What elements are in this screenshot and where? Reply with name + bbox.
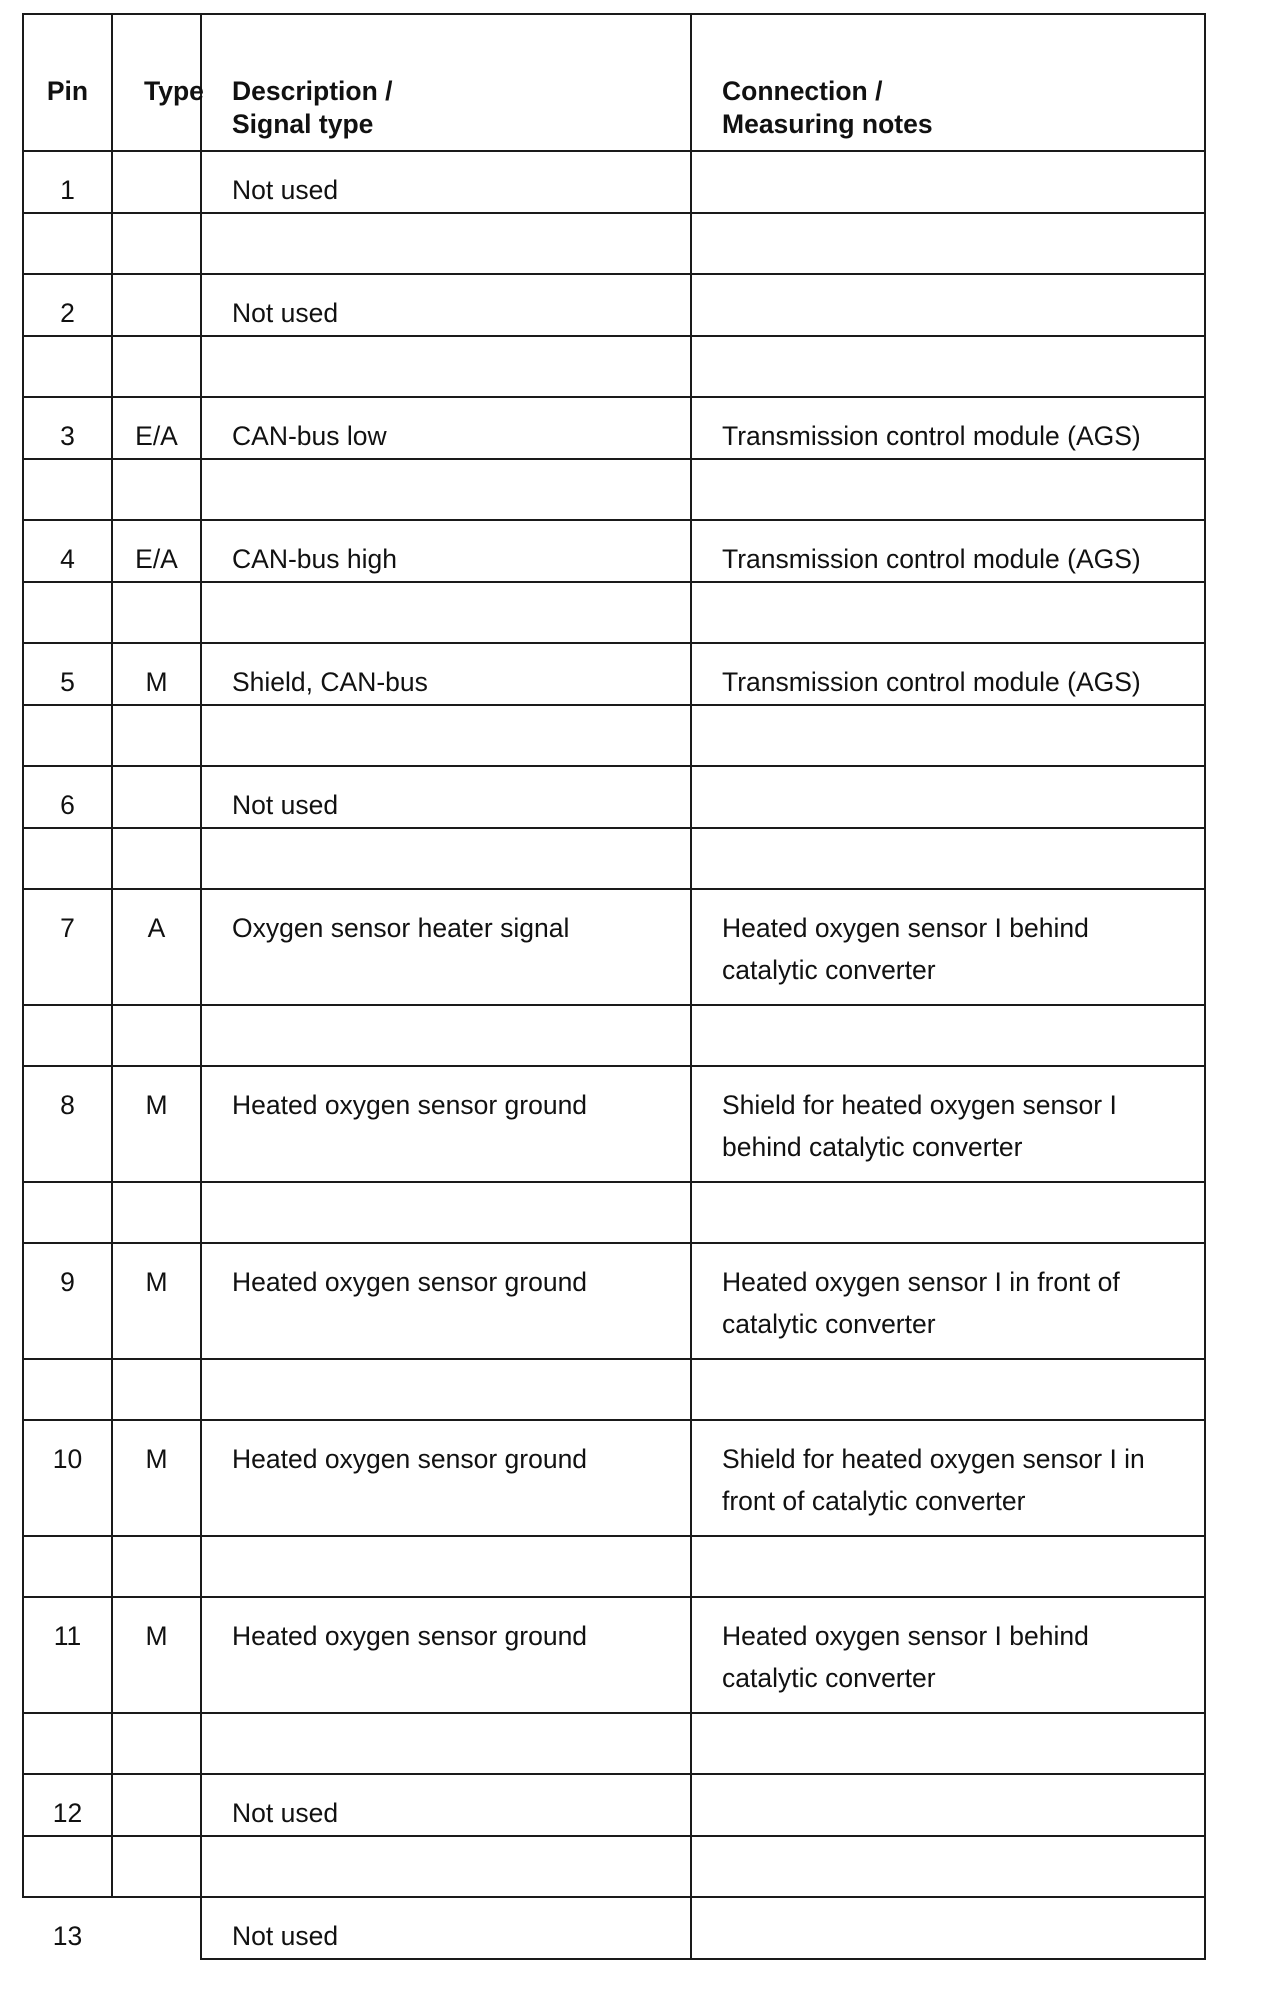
empty-cell — [112, 336, 201, 397]
table-row — [23, 766, 1205, 828]
table-row — [23, 1774, 1205, 1836]
pin-assignment-table — [22, 13, 1206, 1960]
empty-cell — [201, 336, 691, 397]
pin-cell: 12 — [23, 1774, 112, 1836]
header-connection: Connection / Measuring notes — [691, 14, 1205, 151]
spacer-row — [23, 1536, 1205, 1597]
pin-cell: 6 — [23, 766, 112, 828]
spacer-row — [23, 828, 1205, 889]
empty-cell — [23, 1836, 112, 1897]
pin-cell: 5 — [23, 643, 112, 705]
spacer-row — [23, 459, 1205, 520]
connection-cell — [691, 1897, 1205, 1959]
spacer-row — [23, 1836, 1205, 1897]
pin-cell: 11 — [23, 1597, 112, 1713]
empty-cell — [691, 828, 1205, 889]
table-row — [23, 1243, 1205, 1359]
empty-cell — [201, 1182, 691, 1243]
connection-cell: Heated oxygen sensor I in front of catalytic converter — [691, 1243, 1205, 1359]
table-row — [23, 1897, 1205, 1959]
empty-cell — [691, 1359, 1205, 1420]
pin-cell: 2 — [23, 274, 112, 336]
pin-cell: 4 — [23, 520, 112, 582]
empty-cell — [23, 336, 112, 397]
empty-cell — [23, 1005, 112, 1066]
description-cell: Not used — [201, 1897, 691, 1959]
connection-cell: Heated oxygen sensor I behind catalytic converter — [691, 1597, 1205, 1713]
connection-cell: Shield for heated oxygen sensor I behind catalytic converter — [691, 1066, 1205, 1182]
empty-cell — [112, 582, 201, 643]
empty-cell — [112, 459, 201, 520]
empty-cell — [691, 213, 1205, 274]
empty-cell — [23, 705, 112, 766]
connection-cell — [691, 274, 1205, 336]
connection-cell: Transmission control module (AGS) — [691, 520, 1205, 582]
description-cell: Heated oxygen sensor ground — [201, 1066, 691, 1182]
description-cell: CAN-bus low — [201, 397, 691, 459]
empty-cell — [201, 213, 691, 274]
spacer-row — [23, 1005, 1205, 1066]
table-row — [23, 1420, 1205, 1536]
connection-cell — [691, 151, 1205, 213]
connection-cell: Shield for heated oxygen sensor I in front of catalytic converter — [691, 1420, 1205, 1536]
empty-cell — [112, 828, 201, 889]
empty-cell — [691, 1182, 1205, 1243]
empty-cell — [691, 459, 1205, 520]
empty-cell — [691, 582, 1205, 643]
connection-cell — [691, 766, 1205, 828]
spacer-row — [23, 705, 1205, 766]
description-cell: Not used — [201, 151, 691, 213]
header-pin: Pin — [23, 14, 112, 151]
table-row — [23, 643, 1205, 705]
description-cell: Not used — [201, 766, 691, 828]
empty-cell — [112, 705, 201, 766]
empty-cell — [691, 1836, 1205, 1897]
description-cell: Shield, CAN-bus — [201, 643, 691, 705]
empty-cell — [23, 459, 112, 520]
header-description: Description / Signal type — [201, 14, 691, 151]
table-row — [23, 397, 1205, 459]
empty-cell — [691, 705, 1205, 766]
pin-cell: 7 — [23, 889, 112, 1005]
empty-cell — [201, 459, 691, 520]
header-type: Type — [112, 14, 201, 151]
spacer-row — [23, 1182, 1205, 1243]
empty-cell — [112, 1536, 201, 1597]
type-cell — [112, 766, 201, 828]
empty-cell — [112, 1713, 201, 1774]
table-body — [23, 151, 1205, 1959]
table-row — [23, 889, 1205, 1005]
empty-cell — [23, 582, 112, 643]
type-cell: A — [112, 889, 201, 1005]
description-cell: CAN-bus high — [201, 520, 691, 582]
empty-cell — [201, 1536, 691, 1597]
pin-cell: 10 — [23, 1420, 112, 1536]
table-row — [23, 151, 1205, 213]
table-row — [23, 520, 1205, 582]
type-cell: M — [112, 1066, 201, 1182]
type-cell: E/A — [112, 520, 201, 582]
spacer-row — [23, 582, 1205, 643]
empty-cell — [112, 1359, 201, 1420]
empty-cell — [112, 1182, 201, 1243]
type-cell: M — [112, 1420, 201, 1536]
empty-cell — [691, 336, 1205, 397]
empty-cell — [23, 1182, 112, 1243]
table-row — [23, 1066, 1205, 1182]
empty-cell — [691, 1005, 1205, 1066]
type-cell: M — [112, 1243, 201, 1359]
pin-cell: 3 — [23, 397, 112, 459]
empty-cell — [691, 1713, 1205, 1774]
type-cell: M — [112, 1597, 201, 1713]
table-header-row — [23, 14, 1205, 151]
empty-cell — [201, 1836, 691, 1897]
empty-cell — [201, 1359, 691, 1420]
description-cell: Not used — [201, 1774, 691, 1836]
empty-cell — [112, 213, 201, 274]
empty-cell — [112, 1005, 201, 1066]
description-cell: Heated oxygen sensor ground — [201, 1420, 691, 1536]
type-cell — [112, 1774, 201, 1836]
empty-cell — [23, 213, 112, 274]
empty-cell — [23, 1713, 112, 1774]
connection-cell: Heated oxygen sensor I behind catalytic converter — [691, 889, 1205, 1005]
empty-cell — [201, 828, 691, 889]
empty-cell — [691, 1536, 1205, 1597]
pin-cell: 8 — [23, 1066, 112, 1182]
connection-cell: Transmission control module (AGS) — [691, 397, 1205, 459]
description-cell: Not used — [201, 274, 691, 336]
pin-cell: 13 — [23, 1897, 112, 1959]
type-cell — [112, 1897, 201, 1959]
pin-cell: 9 — [23, 1243, 112, 1359]
pin-cell: 1 — [23, 151, 112, 213]
empty-cell — [201, 705, 691, 766]
type-cell — [112, 274, 201, 336]
spacer-row — [23, 336, 1205, 397]
type-cell: E/A — [112, 397, 201, 459]
empty-cell — [23, 1359, 112, 1420]
empty-cell — [23, 1536, 112, 1597]
empty-cell — [23, 828, 112, 889]
type-cell — [112, 151, 201, 213]
table-row — [23, 274, 1205, 336]
connection-cell: Transmission control module (AGS) — [691, 643, 1205, 705]
spacer-row — [23, 1713, 1205, 1774]
empty-cell — [201, 582, 691, 643]
empty-cell — [201, 1005, 691, 1066]
spacer-row — [23, 1359, 1205, 1420]
type-cell: M — [112, 643, 201, 705]
empty-cell — [112, 1836, 201, 1897]
empty-cell — [201, 1713, 691, 1774]
connection-cell — [691, 1774, 1205, 1836]
spacer-row — [23, 213, 1205, 274]
description-cell: Heated oxygen sensor ground — [201, 1243, 691, 1359]
table-row — [23, 1597, 1205, 1713]
description-cell: Heated oxygen sensor ground — [201, 1597, 691, 1713]
description-cell: Oxygen sensor heater signal — [201, 889, 691, 1005]
